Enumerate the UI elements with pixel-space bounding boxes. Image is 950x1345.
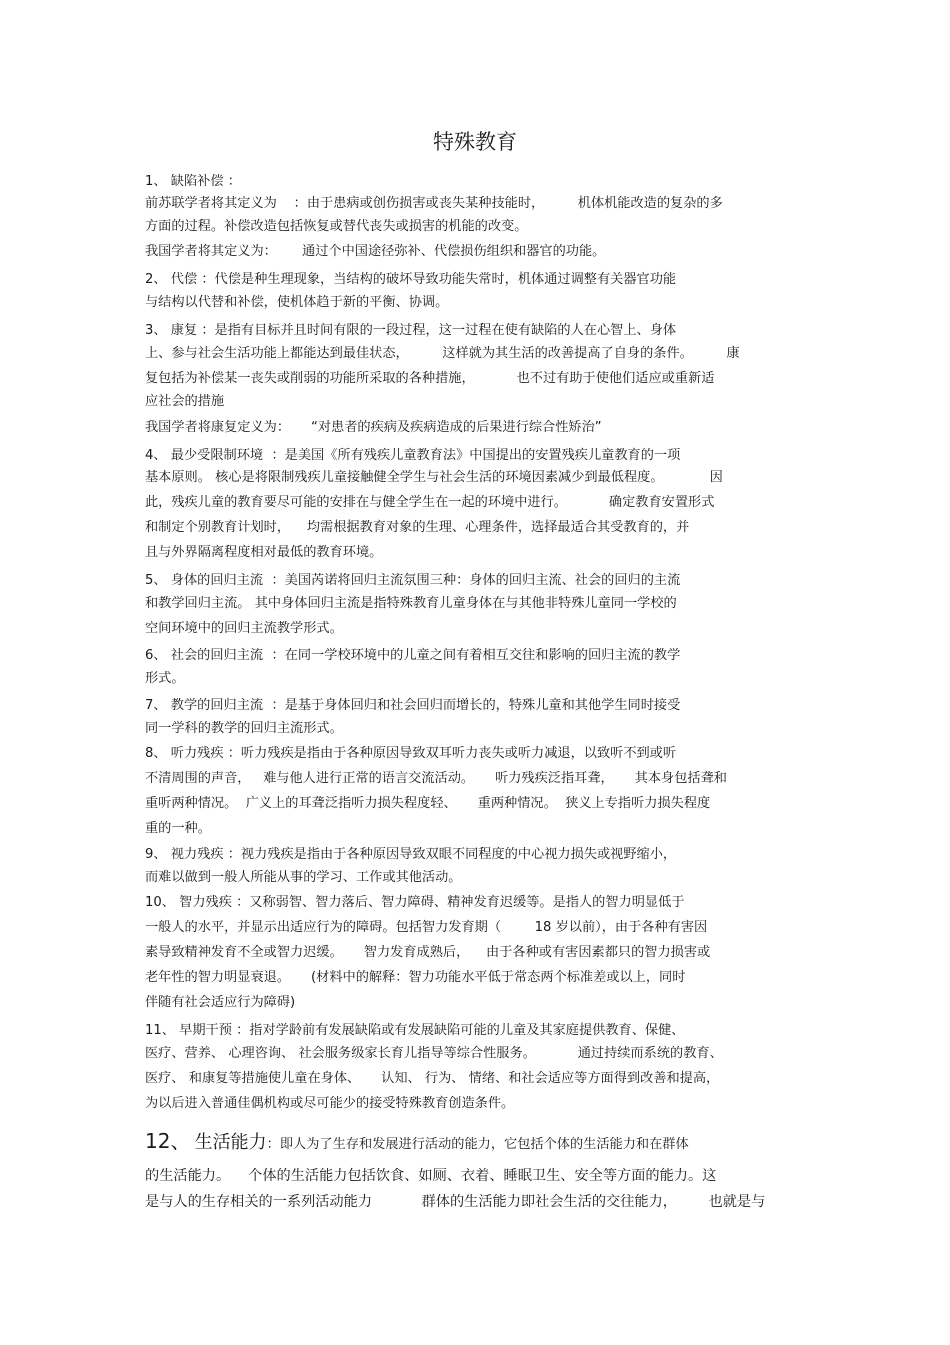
body-text-line: 方面的过程。补偿改造包括恢复或替代丧失或损害的机能的改变。 [145,219,528,234]
body-text-line: 10、 智力残疾 ：又称弱智、智力落后、智力障碍、精神发育迟缓等。是指人的智力明显低于 [145,895,685,910]
body-text-line: 1、 缺陷补偿 ： [145,174,241,189]
body-text-line: 医疗、营养、 心理咨询、 社会服务级家长育儿指导等综合性服务。 通过持续而系统的教育、 [145,1046,723,1061]
body-text-line: 3、 康复 ：是指有目标并且时间有限的一段过程，这一过程在使有缺陷的人在心智上、身体 [145,323,677,338]
body-text-line: 应社会的措施 [145,394,225,409]
body-text-line: 6、 社会的回归主流 ：在同一学校环境中的儿童之间有着相互交往和影响的回归主流的教学 [145,648,681,663]
section-12-label: 生活能力 [194,1132,267,1153]
body-text-line: 空间环境中的回归主流教学形式。 [145,621,343,636]
section-12-number: 12、 [145,1129,191,1153]
body-text-line: 2、 代偿 ：代偿是种生理现象，当结构的破坏导致功能失常时，机体通过调整有关器官功能 [145,272,677,287]
body-text-line: 复包括为补偿某一丧失或削弱的功能所采取的各种措施， 也不过有助于使他们适应或重新适 [145,371,715,386]
body-text-line: 重听两种情况。 广义上的耳聋泛指听力损失程度轻、 重两种情况。 狭义上专指听力损失程度 [145,796,711,811]
body-text-line: 上、参与社会生活功能上都能达到最佳状态， 这样就为其生活的改善提高了自身的条件。 康 [145,346,740,361]
body-text-line: 不清周围的声音， 难与他人进行正常的语言交流活动。 听力残疾泛指耳聋， 其本身包括聋和 [145,771,727,786]
body-text-line: 伴随有社会适应行为障碍) [145,995,296,1010]
body-text-line: 此，残疾儿童的教育要尽可能的安排在与健全学生在一起的环境中进行。 确定教育安置形式 [145,495,715,510]
body-text-line: 5、 身体的回归主流 ：美国芮诺将回归主流氛围三种：身体的回归主流、社会的回归的主流 [145,573,681,588]
body-text-line: 医疗、 和康复等措施使儿童在身体、 认知、 行为、 情绪、和社会适应等方面得到改善和提高， [145,1071,720,1086]
body-text-line: 8、 听力残疾 ：听力残疾是指由于各种原因导致双耳听力丧失或听力减退，以致听不到或听 [145,746,677,761]
body-text-line: 11、 早期干预 ：指对学龄前有发展缺陷或有发展缺陷可能的儿童及其家庭提供教育、保健、 [145,1023,685,1038]
body-text-line: 形式。 [145,671,185,686]
body-text-line: 我国学者将其定义为： 通过个中国途径弥补、代偿损伤组织和器官的功能。 [145,244,606,259]
body-text-line: 素导致精神发育不全或智力迟缓。 智力发育成熟后， 由于各种或有害因素都只的智力损害或 [145,945,711,960]
body-text-line: 我国学者将康复定义为： “对患者的疾病及疾病造成的后果进行综合性矫治” [145,420,602,435]
body-text-line: 和教学回归主流。 其中身体回归主流是指特殊教育儿童身体在与其他非特殊儿童同一学校的 [145,596,677,611]
body-text-line: 而难以做到一般人所能从事的学习、工作或其他活动。 [145,870,462,885]
section-12-heading-line [145,1131,689,1155]
body-text-line: 9、 视力残疾 ：视力残疾是指由于各种原因导致双眼不同程度的中心视力损失或视野缩小， [145,847,677,862]
page-title: 特殊教育 [433,130,517,154]
body-text-line: 重的一种。 [145,821,211,836]
section-12-text: ：即人为了生存和发展进行活动的能力，它包括个体的生活能力和在群体 [266,1137,689,1152]
section-12-line: 的生活能力。 个体的生活能力包括饮食、如厕、衣着、睡眠卫生、安全等方面的能力。这 [145,1168,717,1184]
body-text-line: 且与外界隔离程度相对最低的教育环境。 [145,545,383,560]
body-text-line: 为以后进入普通佳偶机构或尽可能少的接受特殊教育创造条件。 [145,1096,515,1111]
body-text-line: 4、 最少受限制环境 ：是美国《所有残疾儿童教育法》中国提出的安置残疾儿童教育的一项 [145,448,681,463]
body-text-line: 前苏联学者将其定义为 ：由于患病或创伤损害或丧失某种技能时， 机体机能改造的复杂的多 [145,196,723,211]
body-text-line: 基本原则。 核心是将限制残疾儿童接触健全学生与社会生活的环境因素减少到最低程度。 因 [145,470,723,485]
body-text-line: 与结构以代替和补偿，使机体趋于新的平衡、协调。 [145,295,449,310]
body-text-line: 同一学科的教学的回归主流形式。 [145,721,343,736]
body-text-line: 老年性的智力明显衰退。 (材料中的解释：智力功能水平低于常态两个标准差或以上，同时 [145,970,686,985]
section-12-line: 是与人的生存相关的一系列活动能力 群体的生活能力即社会生活的交往能力， 也就是与 [145,1194,766,1210]
body-text-line: 和制定个别教育计划时， 均需根据教育对象的生理、心理条件，选择最适合其受教育的，并 [145,520,690,535]
body-text-line: 7、 教学的回归主流 ：是基于身体回归和社会回归而增长的，特殊儿童和其他学生同时接受 [145,698,681,713]
body-text-line: 一般人的水平，并显示出适应行为的障碍。包括智力发育期（ 18 岁以前），由于各种有害因 [145,920,708,935]
